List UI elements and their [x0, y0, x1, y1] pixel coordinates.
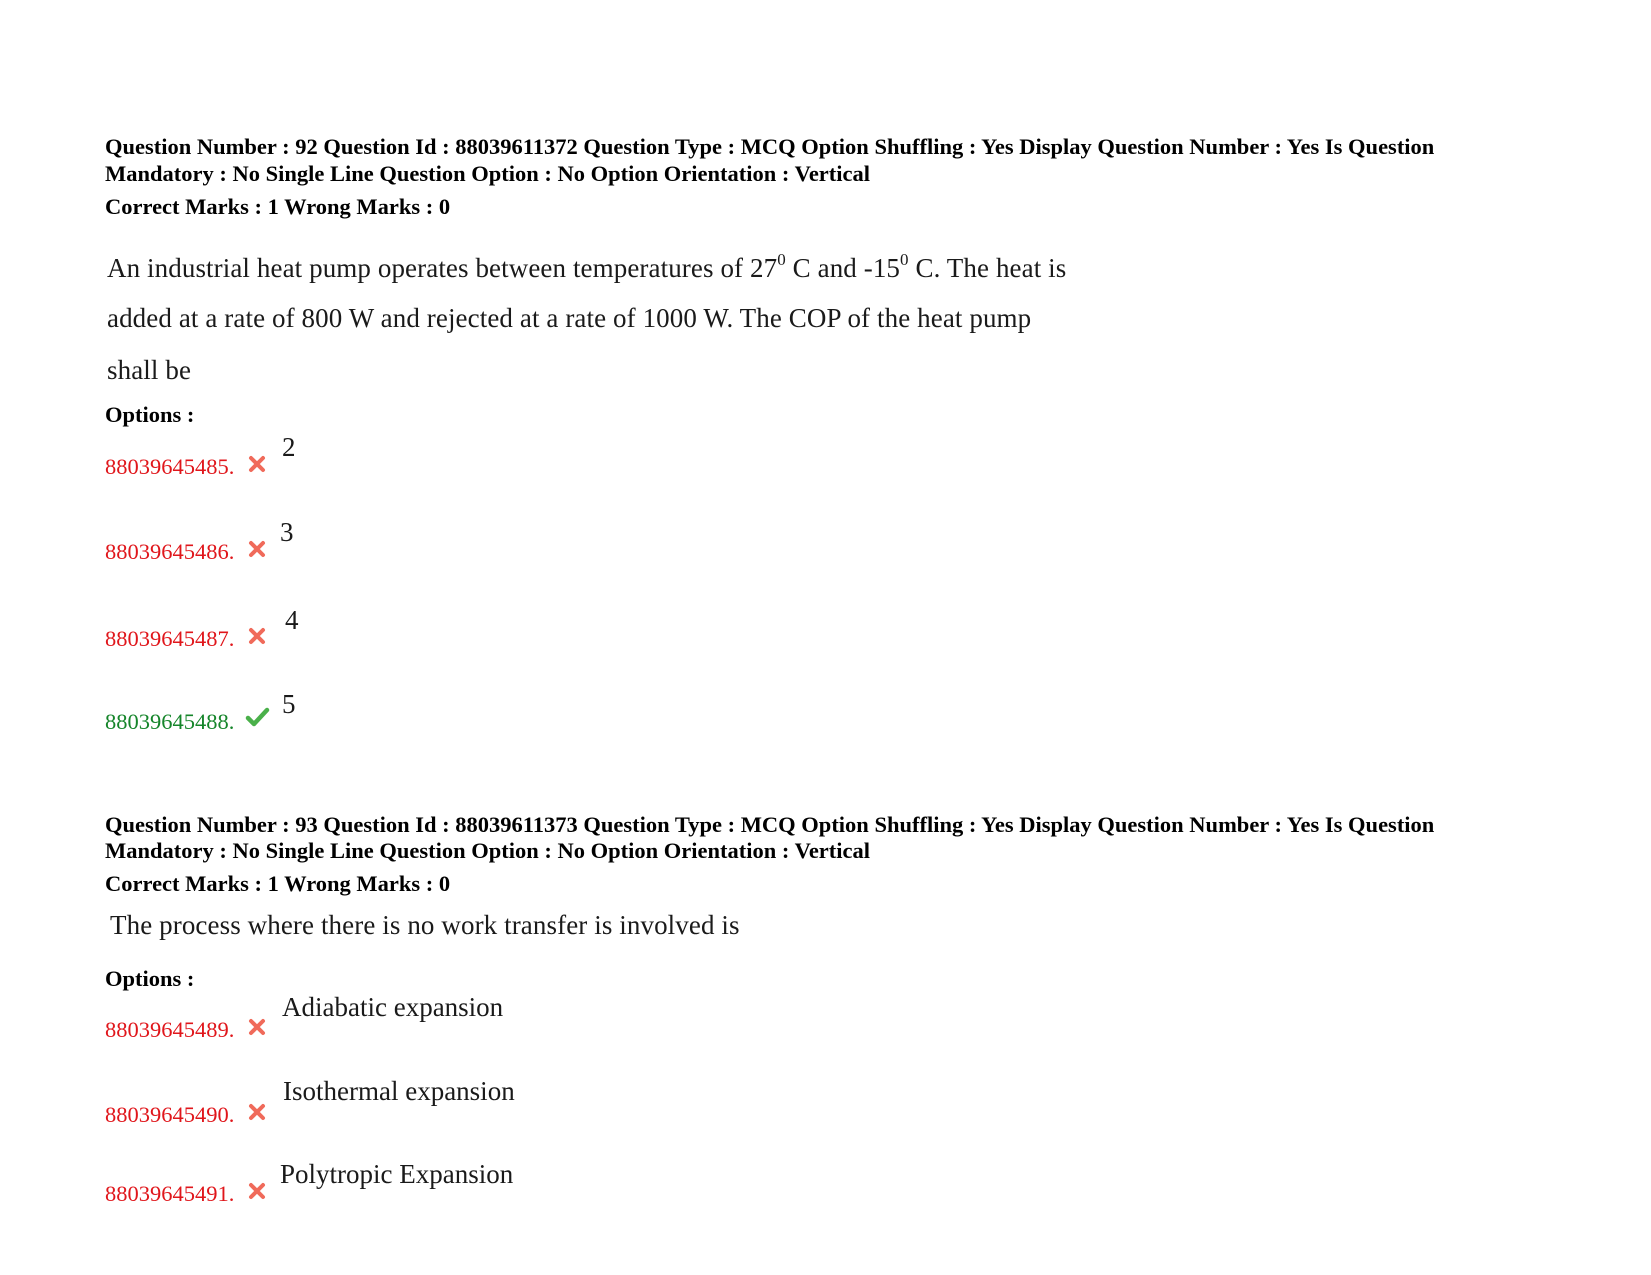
q93-text-line1: The process where there is no work transfer is involved is	[110, 910, 740, 940]
q93-option-1-text: Adiabatic expansion	[282, 992, 504, 1022]
q93-option-2-id: 88039645490.	[105, 1102, 235, 1127]
q93-options-label: Options :	[105, 966, 195, 991]
cross-icon	[248, 627, 266, 645]
cross-icon	[248, 1103, 266, 1121]
cross-icon	[248, 1018, 266, 1036]
q92-text-line3: shall be	[107, 355, 192, 385]
q92-option-2-text: 3	[280, 517, 294, 547]
q93-option-2-text: Isothermal expansion	[283, 1076, 515, 1106]
q92-text-part-a: An industrial heat pump operates between temperatures of 27	[107, 253, 778, 283]
q92-option-1-text: 2	[282, 432, 296, 462]
q92-text-line2: added at a rate of 800 W and rejected at a rate of 1000 W. The COP of the heat pump	[107, 303, 1032, 333]
q92-text-part-b: C and -15	[785, 253, 901, 283]
q92-options-label: Options :	[105, 402, 195, 427]
q93-option-1-id: 88039645489.	[105, 1017, 235, 1042]
q92-text-line1	[107, 252, 1066, 284]
q93-option-3-id: 88039645491.	[105, 1181, 235, 1206]
q92-option-4-id: 88039645488.	[105, 709, 235, 734]
q92-option-3-text: 4	[285, 605, 299, 635]
q92-meta-line1: Question Number : 92 Question Id : 88039611372 Question Type : MCQ Option Shuffling : Yes Display Question Number : Yes Is Question	[105, 134, 1435, 159]
q93-marks: Correct Marks : 1 Wrong Marks : 0	[105, 871, 451, 896]
q93-meta-line1: Question Number : 93 Question Id : 88039611373 Question Type : MCQ Option Shuffling : Yes Display Question Number : Yes Is Question	[105, 812, 1435, 837]
q92-degree-sup-2: 0	[900, 250, 909, 269]
q92-meta-line2: Mandatory : No Single Line Question Option : No Option Orientation : Vertical	[105, 161, 871, 186]
cross-icon	[248, 455, 266, 473]
q92-text-part-c: C. The heat is	[908, 253, 1067, 283]
q93-meta-line2: Mandatory : No Single Line Question Option : No Option Orientation : Vertical	[105, 838, 871, 863]
q92-option-2-id: 88039645486.	[105, 539, 235, 564]
q92-marks: Correct Marks : 1 Wrong Marks : 0	[105, 194, 451, 219]
q92-option-1-id: 88039645485.	[105, 454, 235, 479]
q92-degree-sup-1: 0	[777, 250, 786, 269]
q93-option-3-text: Polytropic Expansion	[280, 1159, 514, 1189]
q92-option-3-id: 88039645487.	[105, 626, 235, 651]
cross-icon	[248, 540, 266, 558]
q92-option-4-text: 5	[282, 689, 296, 719]
cross-icon	[248, 1182, 266, 1200]
check-icon	[245, 707, 270, 727]
